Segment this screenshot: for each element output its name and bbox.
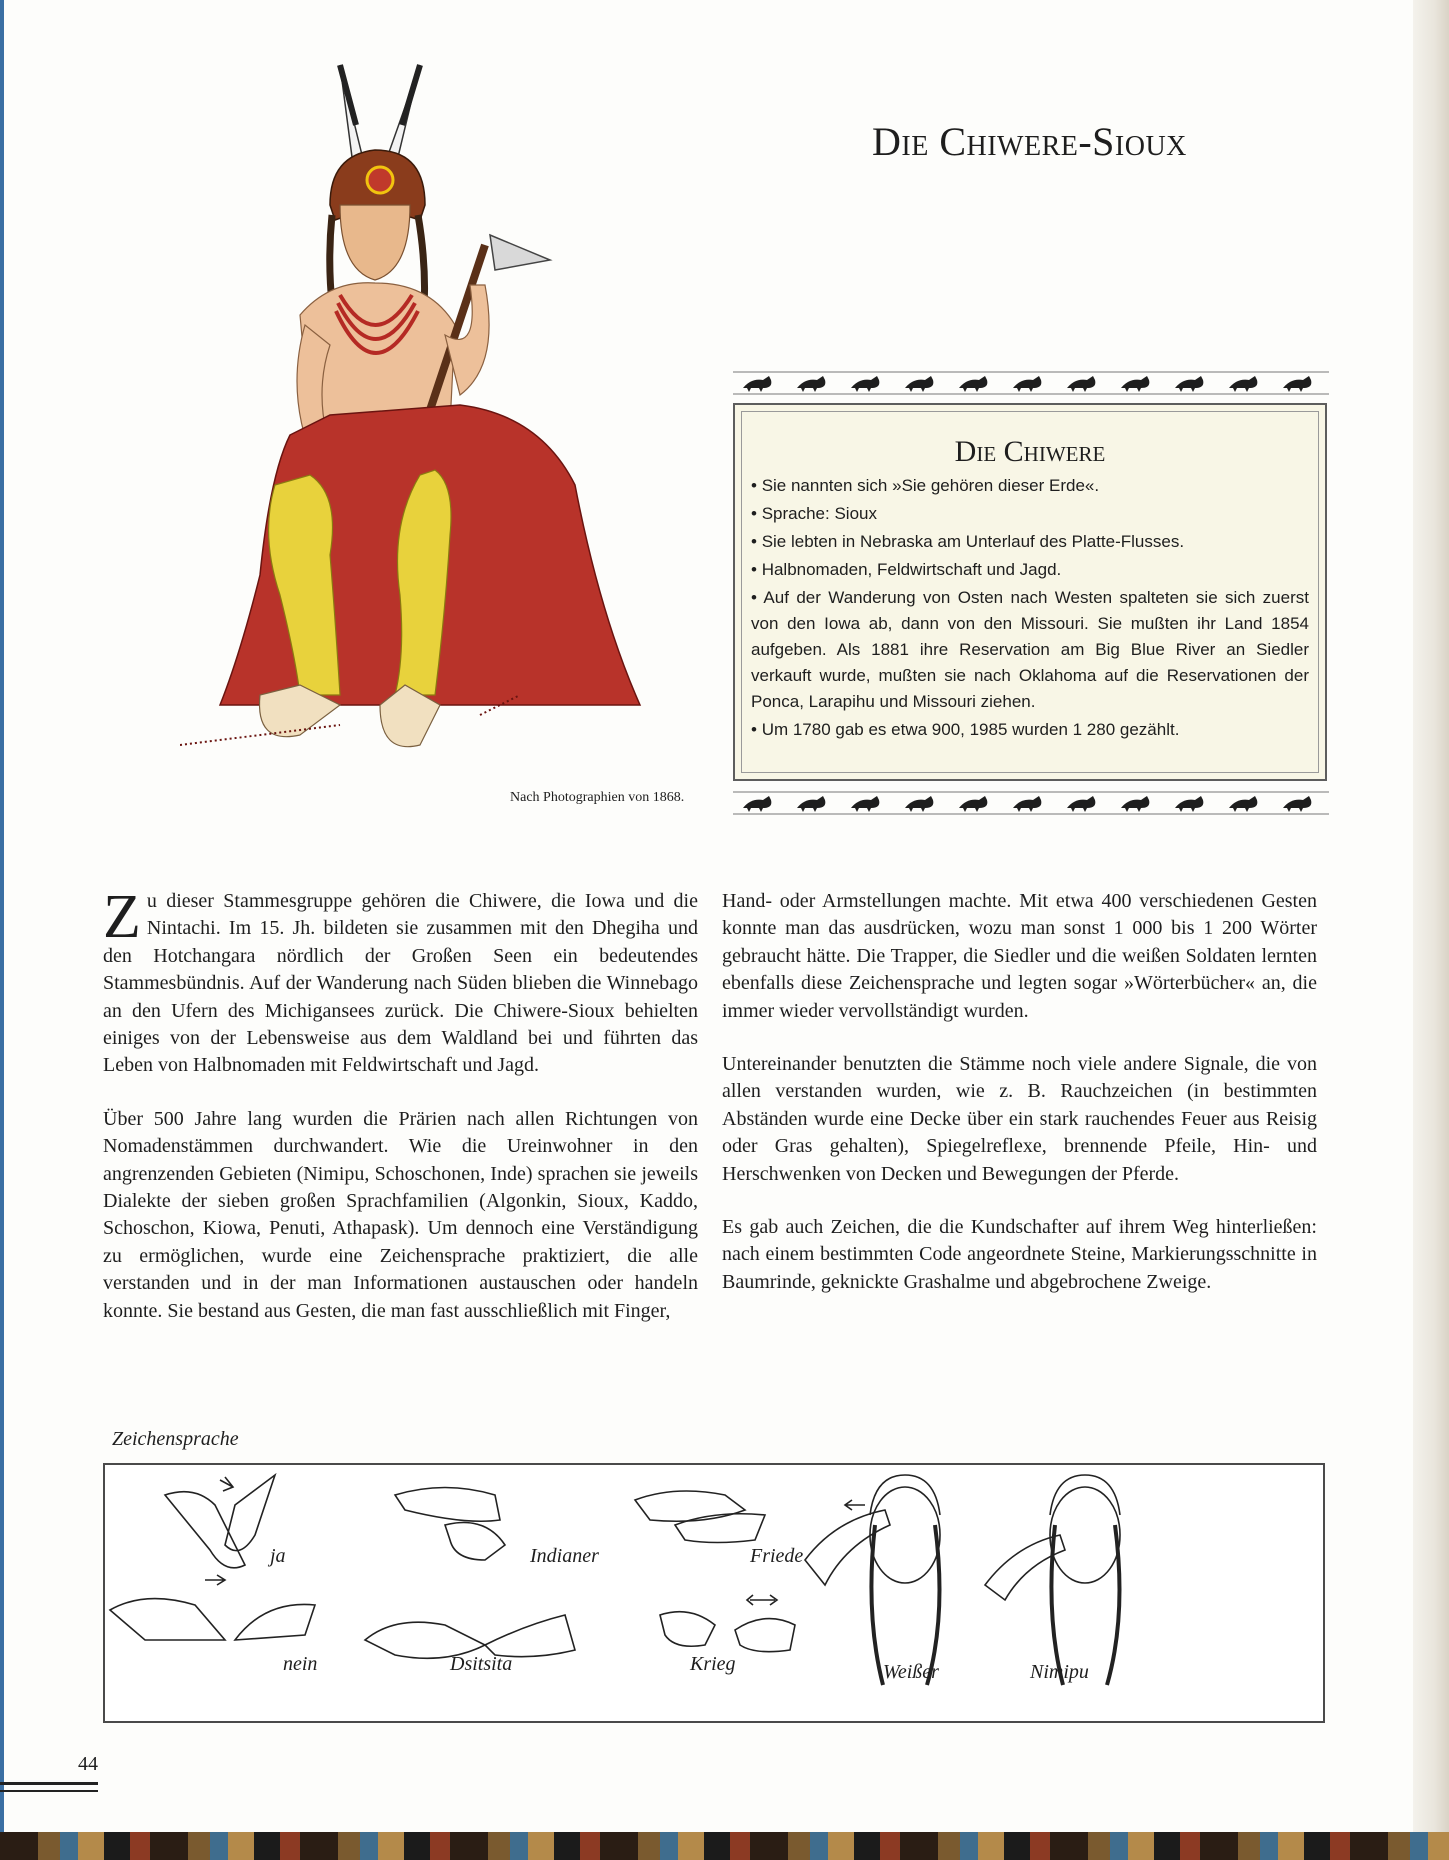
bottom-decorative-strip — [0, 1832, 1449, 1860]
info-item: • Sprache: Sioux — [751, 501, 1309, 527]
body-column-left — [103, 883, 698, 1351]
horse-frieze-bottom — [733, 790, 1329, 816]
sign-label-indianer: Indianer — [530, 1545, 599, 1567]
body-paragraph: Es gab auch Zeichen, die die Kundschafter auf ihrem Weg hinterließen: nach einem bestimmten Code angeordnete Steine, Markierungsschnitte in Baumrinde, geknickte Grashalme und abgebrochene Zweige. — [722, 1216, 1317, 1293]
sign-label-weisser: Weißer — [883, 1661, 939, 1683]
sign-label-nein: nein — [283, 1653, 318, 1675]
sign-language-figure — [103, 1463, 1325, 1723]
sign-drawings — [105, 1465, 1323, 1721]
paragraph-text: u dieser Stammesgruppe gehören die Chiwere, die Iowa und die Nintachi. Im 15. Jh. bildeten sie zusammen mit den Dhegiha und den Hotchangara nördlich der Großen Seen ein bedeutendes Stammesbündnis. Auf der Wanderung nach Süden blieben die Winnebago an den Ufern des Michigansees zurück. Die Chiwere-Sioux behielten einiges von der Lebensweise aus dem Waldland bei und führten das Leben von Halbnomaden mit Feldwirtschaft und Jagd. — [103, 890, 698, 1077]
info-box — [733, 403, 1327, 781]
horse-frieze-top — [733, 370, 1329, 396]
page-number: 44 — [78, 1753, 98, 1775]
sign-label-dsitsita: Dsitsita — [450, 1653, 513, 1675]
sign-label-ja: ja — [270, 1545, 286, 1567]
info-box-list — [751, 473, 1309, 745]
info-item: • Auf der Wanderung von Osten nach Westen spalteten sie sich zuerst von den Iowa ab, dann von den Missouri. Sie mußten ihr Land 1854 aufgeben. Als 1881 ihre Reservation am Big Blue River an Siedler verkauft wurde, mußten sie nach Oklahoma auf die Reservationen der Ponca, Larapihu und Missouri ziehen. — [751, 585, 1309, 715]
sign-label-friede: Friede — [750, 1545, 804, 1567]
info-item: • Sie lebten in Nebraska am Unterlauf des Platte-Flusses. — [751, 529, 1309, 555]
info-item: • Sie nannten sich »Sie gehören dieser Erde«. — [751, 473, 1309, 499]
body-paragraph: Untereinander benutzten die Stämme noch viele andere Signale, die von allen verstanden wurden, wie z. B. Rauchzeichen (in bestimmten Abständen wurde eine Decke über ein stark rauchendes Feuer aus Reisig oder Gras gehalten), Spiegelreflexe, brennende Pfeile, Hin- und Herschwenken von Decken und Bewegungen der Pferde. — [722, 1053, 1317, 1185]
info-item: • Halbnomaden, Feldwirtschaft und Jagd. — [751, 557, 1309, 583]
page-title: Die Chiwere-Sioux — [872, 119, 1187, 164]
page-number-rule — [0, 1782, 98, 1792]
sign-label-krieg: Krieg — [690, 1653, 736, 1675]
drop-cap: Z — [103, 883, 141, 951]
right-page-edge — [1413, 0, 1449, 1860]
left-page-edge — [0, 0, 4, 1860]
body-paragraph: Über 500 Jahre lang wurden die Prärien nach allen Richtungen von Nomadenstämmen durchwandert. Wie die Ureinwohner in den angrenzenden Gebieten (Nimipu, Schoschonen, Inde) sprachen sie jeweils Dialekte der sieben großen Sprachfamilien (Algonkin, Sioux, Kaddo, Schoschon, Kiowa, Penuti, Athapask). Um dennoch eine Verständigung zu ermöglichen, wurde eine Zeichensprache praktiziert, die alle verstanden und in der man Informationen austauschen oder handeln konnte. Sie bestand aus Gesten, die man fast ausschließlich mit Finger, — [103, 1107, 698, 1322]
info-box-title: Die Chiwere — [954, 435, 1106, 468]
info-item: • Um 1780 gab es etwa 900, 1985 wurden 1 280 gezählt. — [751, 717, 1309, 743]
body-paragraph — [103, 883, 698, 1080]
body-column-right — [722, 888, 1317, 1322]
chiwere-figure-illustration — [180, 55, 680, 805]
illustration-caption: Nach Photographien von 1868. — [510, 790, 685, 805]
sign-language-label: Zeichensprache — [112, 1428, 239, 1450]
body-paragraph: Hand- oder Armstellungen machte. Mit etwa 400 verschiedenen Gesten konnte man das ausdrücken, wozu man sonst 1 000 bis 1 200 Wörter gebraucht hätte. Die Trapper, die Siedler und die weißen Soldaten lernten ebenfalls diese Zeichensprache und legten sogar »Wörterbücher« an, die immer wieder vervollständigt wurden. — [722, 890, 1317, 1022]
sign-label-nimipu: Nimipu — [1030, 1661, 1089, 1683]
